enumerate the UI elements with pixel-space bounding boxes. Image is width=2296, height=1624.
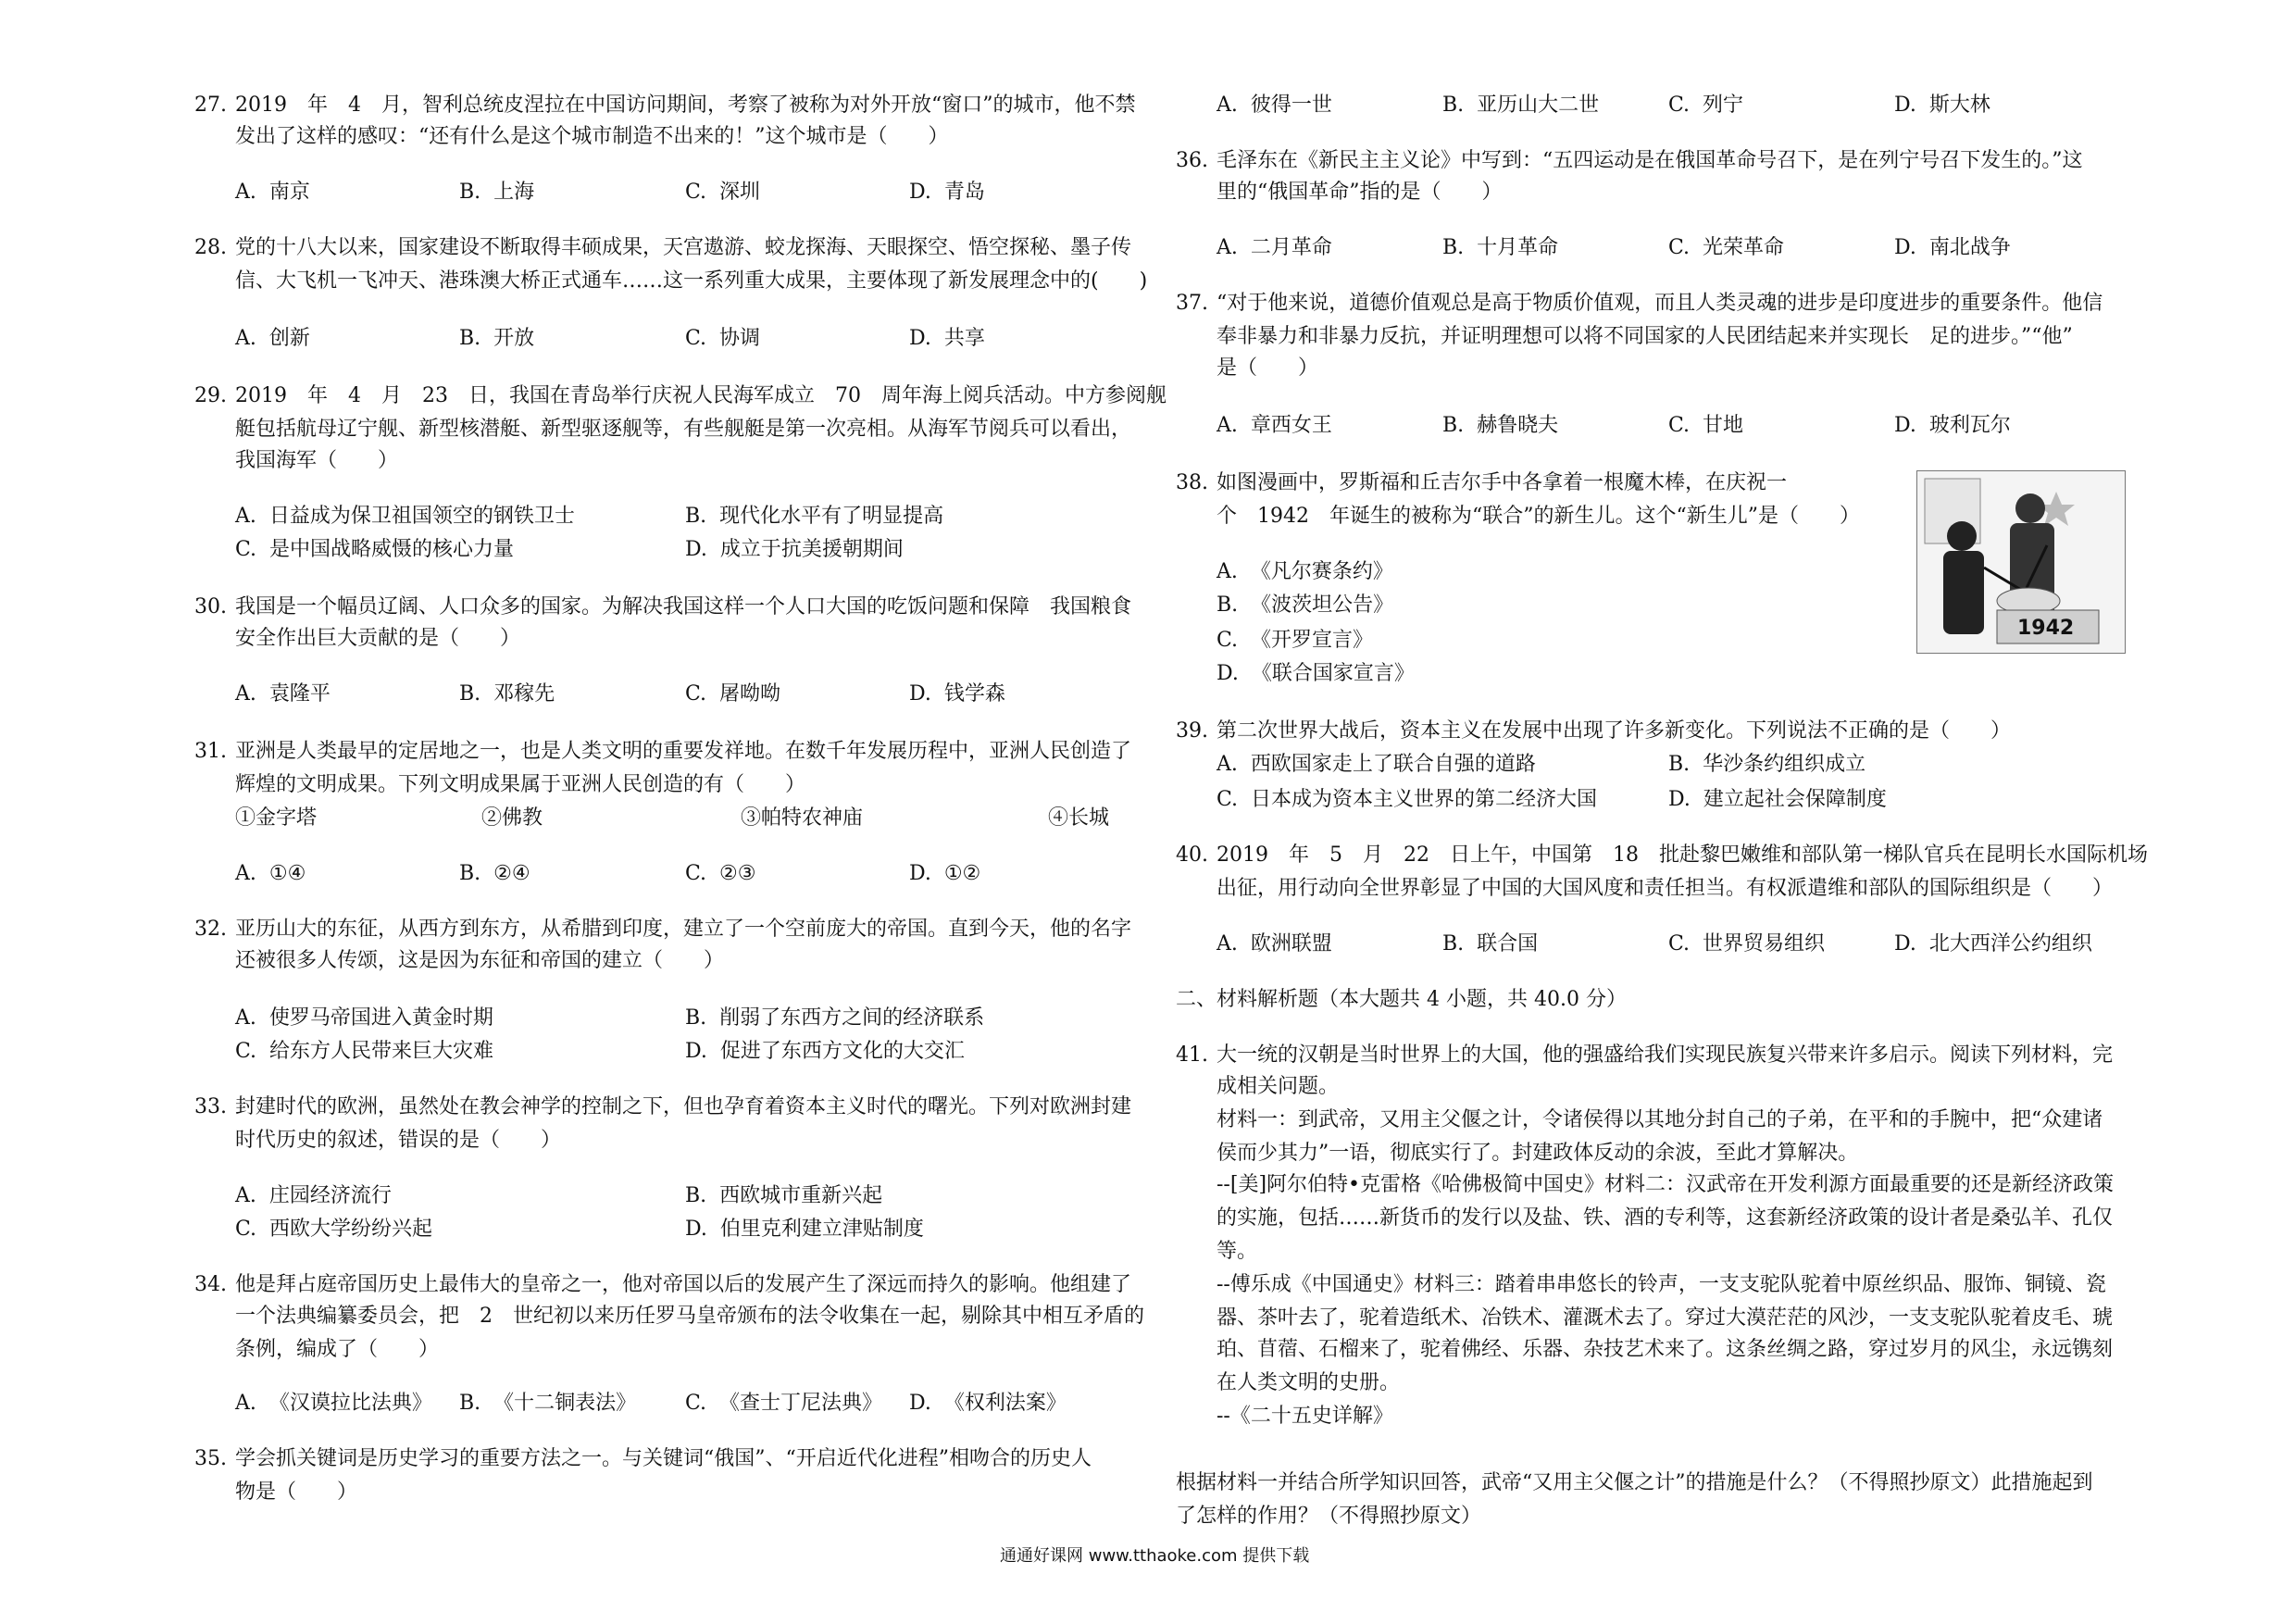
question-32-text: 亚历山大的东征，从西方到东方，从希腊到印度，建立了一个空前庞大的帝国。直到今天，他的名字 [235, 918, 1132, 941]
question-33-text: 时代历史的叙述，错误的是（ ） [235, 1129, 562, 1152]
option-d: D. 玻利瓦尔 [1894, 414, 2011, 437]
option-c: C. 协调 [685, 327, 761, 350]
option-b: B. ②④ [459, 862, 530, 885]
option-a: A. 袁隆平 [235, 682, 331, 706]
question-29-text: 2019 年 4 月 23 日，我国在青岛举行庆祝人民海军成立 70 周年海上阅兵活动。中方参阅舰 [235, 384, 1167, 407]
option-c: C. 列宁 [1668, 94, 1744, 117]
option-b: B. 《十二铜表法》 [459, 1392, 637, 1415]
question-37-text: 奉非暴力和非暴力反抗，并证明理想可以将不同国家的人民团结起来并实现长 足的进步。”“他” [1217, 325, 2073, 348]
option-a: A. 彼得一世 [1217, 94, 1332, 117]
option-b: B. 现代化水平有了明显提高 [685, 505, 944, 528]
item-3: ③帕特农神庙 [741, 806, 864, 830]
question-33-number: 33. [194, 1095, 227, 1118]
question-29-text: 我国海军（ ） [235, 449, 399, 472]
question-38-number: 38. [1176, 471, 1208, 494]
question-41-text: 器、茶叶去了，驼着造纸术、冶铁术、灌溉术去了。穿过大漠茫茫的风沙，一支支驼队驼着皮毛、琥 [1217, 1306, 2114, 1330]
option-b: B. 联合国 [1442, 932, 1539, 956]
question-28-text: 信、大飞机一飞冲天、港珠澳大桥正式通车……这一系列重大成果，主要体现了新发展理念中的( ) [235, 269, 1148, 293]
option-a: A. 创新 [235, 327, 310, 350]
question-34-number: 34. [194, 1273, 227, 1296]
option-a: A. 二月革命 [1217, 236, 1332, 259]
question-33-text: 封建时代的欧洲，虽然处在教会神学的控制之下，但也孕育着资本主义时代的曙光。下列对欧洲封建 [235, 1095, 1132, 1118]
question-27-text: 2019 年 4 月，智利总统皮涅拉在中国访问期间，考察了被称为对外开放“窗口”的城市，他不禁 [235, 94, 1136, 117]
option-a: A. 《凡尔赛条约》 [1217, 560, 1393, 583]
question-30-text: 我国是一个幅员辽阔、人口众多的国家。为解决我国这样一个人口大国的吃饭问题和保障 我国粮食 [235, 595, 1132, 618]
question-39-number: 39. [1176, 719, 1208, 743]
option-a: A. 章西女王 [1217, 414, 1332, 437]
question-36-text: 毛泽东在《新民主主义论》中写到：“五四运动是在俄国革命号召下，是在列宁号召下发生的。”这 [1217, 149, 2083, 172]
cartoon-image [1916, 470, 2126, 654]
question-35-text: 物是（ ） [235, 1480, 358, 1504]
question-34-text: 他是拜占庭帝国历史上最伟大的皇帝之一，他对帝国以后的发展产生了深远而持久的影响。他组建了 [235, 1273, 1132, 1296]
question-31-number: 31. [194, 740, 227, 763]
question-39-text: 第二次世界大战后，资本主义在发展中出现了许多新变化。下列说法不正确的是（ ） [1217, 719, 2012, 743]
option-c: C. 屠呦呦 [685, 682, 781, 706]
question-35-text: 学会抓关键词是历史学习的重要方法之一。与关键词“俄国”、“开启近代化进程”相吻合的历史人 [235, 1447, 1092, 1470]
option-a: A. 西欧国家走上了联合自强的道路 [1217, 753, 1536, 776]
question-34-text: 条例，编成了（ ） [235, 1338, 440, 1361]
question-35-number: 35. [194, 1447, 227, 1470]
option-c: C. 是中国战略威慑的核心力量 [235, 538, 515, 561]
option-c: C. 甘地 [1668, 414, 1744, 437]
option-d: D. 共享 [909, 327, 985, 350]
question-28-text: 党的十八大以来，国家建设不断取得丰硕成果，天宫遨游、蛟龙探海、天眼探空、悟空探秘、墨子传 [235, 236, 1132, 259]
option-c: C. 光荣革命 [1668, 236, 1785, 259]
option-b: B. 华沙条约组织成立 [1668, 753, 1866, 776]
option-c: C. 深圳 [685, 181, 761, 204]
question-38-text: 个 1942 年诞生的被称为“联合”的新生儿。这个“新生儿”是（ ） [1217, 505, 1860, 528]
question-31-text: 辉煌的文明成果。下列文明成果属于亚洲人民创造的有（ ） [235, 773, 806, 796]
section-heading: 二、材料解析题（本大题共 4 小题，共 40.0 分） [1176, 988, 1627, 1011]
question-38-text: 如图漫画中，罗斯福和丘吉尔手中各拿着一根魔木棒，在庆祝一 [1217, 471, 1788, 494]
question-40-text: 2019 年 5 月 22 日上午，中国第 18 批赴黎巴嫩维和部队第一梯队官兵在昆明长水国际机场 [1217, 843, 2148, 867]
question-37-text: “对于他来说，道德价值观总是高于物质价值观，而且人类灵魂的进步是印度进步的重要条件。他信 [1217, 292, 2103, 315]
footer-credit: 通通好课网 www.tthaoke.com 提供下载 [1000, 1546, 1310, 1566]
option-d: D. 成立于抗美援朝期间 [685, 538, 904, 561]
item-4: ④长城 [1048, 806, 1110, 830]
option-a: A. 日益成为保卫祖国领空的钢铁卫士 [235, 505, 575, 528]
option-d: D. 建立起社会保障制度 [1668, 788, 1887, 811]
option-c: C. 世界贸易组织 [1668, 932, 1826, 956]
item-2: ②佛教 [481, 806, 543, 830]
question-41-text: 在人类文明的史册。 [1217, 1371, 1401, 1394]
option-b: B. 开放 [459, 327, 535, 350]
option-b: B. 邓稼先 [459, 682, 555, 706]
question-41-text: --[美]阿尔伯特•克雷格《哈佛极简中国史》材料二：汉武帝在开发利源方面最重要的还是新经济政策 [1217, 1173, 2115, 1196]
option-c: C. 日本成为资本主义世界的第二经济大国 [1217, 788, 1598, 811]
option-c: C. 给东方人民带来巨大灾难 [235, 1040, 494, 1063]
item-1: ①金字塔 [235, 806, 318, 830]
option-c: C. ②③ [685, 862, 756, 885]
option-d: D. 南北战争 [1894, 236, 2011, 259]
question-30-number: 30. [194, 595, 227, 618]
question-32-number: 32. [194, 918, 227, 941]
option-d: D. 《权利法案》 [909, 1392, 1067, 1415]
option-a: A. 南京 [235, 181, 310, 204]
option-d: D. ①② [909, 862, 981, 885]
option-b: B. 上海 [459, 181, 535, 204]
question-32-text: 还被很多人传颂，这是因为东征和帝国的建立（ ） [235, 949, 725, 972]
option-a: A. 欧洲联盟 [1217, 932, 1332, 956]
question-36-number: 36. [1176, 149, 1208, 172]
option-b: B. 亚历山大二世 [1442, 94, 1600, 117]
question-40-number: 40. [1176, 843, 1208, 867]
option-d: D. 促进了东西方文化的大交汇 [685, 1040, 965, 1063]
cartoon-year-label: 1942 [2017, 617, 2075, 640]
option-d: D. 《联合国家宣言》 [1217, 662, 1415, 685]
option-c: C. 西欧大学纷纷兴起 [235, 1218, 433, 1241]
question-37-number: 37. [1176, 292, 1208, 315]
option-c: C. 《开罗宣言》 [1217, 629, 1374, 652]
option-a: A. 庄园经济流行 [235, 1184, 392, 1207]
question-41-prompt: 了怎样的作用？（不得照抄原文） [1176, 1505, 1482, 1528]
question-41-text: 大一统的汉朝是当时世界上的大国，他的强盛给我们实现民族复兴带来许多启示。阅读下列材料，完 [1217, 1043, 2114, 1067]
question-29-number: 29. [194, 384, 227, 407]
question-31-text: 亚洲是人类最早的定居地之一，也是人类文明的重要发祥地。在数千年发展历程中，亚洲人民创造了 [235, 740, 1132, 763]
option-b: B. 赫鲁晓夫 [1442, 414, 1559, 437]
question-41-text: 材料一：到武帝，又用主父偃之计，令诸侯得以其地分封自己的子弟，在平和的手腕中，把“众建诸 [1217, 1108, 2103, 1131]
question-41-text: 珀、苜蓿、石榴来了，驼着佛经、乐器、杂技艺术来了。这条丝绸之路，穿过岁月的风尘，永远镌刻 [1217, 1338, 2114, 1361]
option-a: A. ①④ [235, 862, 306, 885]
option-d: D. 斯大林 [1894, 94, 1990, 117]
cartoon-drawing [1917, 471, 2125, 653]
option-b: B. 十月革命 [1442, 236, 1559, 259]
option-d: D. 青岛 [909, 181, 985, 204]
question-28-number: 28. [194, 236, 227, 259]
option-b: B. 《波茨坦公告》 [1217, 593, 1394, 617]
question-41-text: 侯而少其力”一语，彻底实行了。封建政体反动的余波，至此才算解决。 [1217, 1142, 1859, 1165]
question-41-text: --傅乐成《中国通史》材料三：踏着串串悠长的铃声，一支支驼队驼着中原丝织品、服饰、铜镜、瓷 [1217, 1273, 2106, 1296]
question-27-text: 发出了这样的感叹：“还有什么是这个城市制造不出来的！”这个城市是（ ） [235, 125, 949, 148]
question-34-text: 一个法典编纂委员会，把 2 世纪初以来历任罗马皇帝颁布的法令收集在一起，剔除其中相互矛盾的 [235, 1305, 1145, 1328]
question-37-text: 是（ ） [1217, 356, 1319, 380]
option-b: B. 削弱了东西方之间的经济联系 [685, 1006, 985, 1030]
question-41-text: 的实施，包括……新货币的发行以及盐、铁、酒的专利等，这套新经济政策的设计者是桑弘羊、孔仅 [1217, 1206, 2114, 1230]
question-41-prompt: 根据材料一并结合所学知识回答，武帝“又用主父偃之计”的措施是什么？（不得照抄原文）此措施起到 [1176, 1471, 2093, 1494]
option-d: D. 北大西洋公约组织 [1894, 932, 2092, 956]
option-d: D. 伯里克利建立津贴制度 [685, 1218, 924, 1241]
question-36-text: 里的“俄国革命”指的是（ ） [1217, 181, 1503, 204]
option-c: C. 《查士丁尼法典》 [685, 1392, 883, 1415]
option-d: D. 钱学森 [909, 682, 1005, 706]
question-30-text: 安全作出巨大贡献的是（ ） [235, 627, 521, 650]
question-41-text: 等。 [1217, 1240, 1258, 1263]
option-a: A. 《汉谟拉比法典》 [235, 1392, 432, 1415]
question-41-text: 成相关问题。 [1217, 1075, 1340, 1098]
question-29-text: 艇包括航母辽宁舰、新型核潜艇、新型驱逐舰等，有些舰艇是第一次亮相。从海军节阅兵可以看出， [235, 418, 1132, 441]
question-41-number: 41. [1176, 1043, 1208, 1067]
question-40-text: 出征，用行动向全世界彰显了中国的大国风度和责任担当。有权派遣维和部队的国际组织是（ ） [1217, 877, 2114, 900]
question-41-text: --《二十五史详解》 [1217, 1405, 1393, 1428]
option-b: B. 西欧城市重新兴起 [685, 1184, 883, 1207]
option-a: A. 使罗马帝国进入黄金时期 [235, 1006, 493, 1030]
question-27-number: 27. [194, 94, 227, 117]
